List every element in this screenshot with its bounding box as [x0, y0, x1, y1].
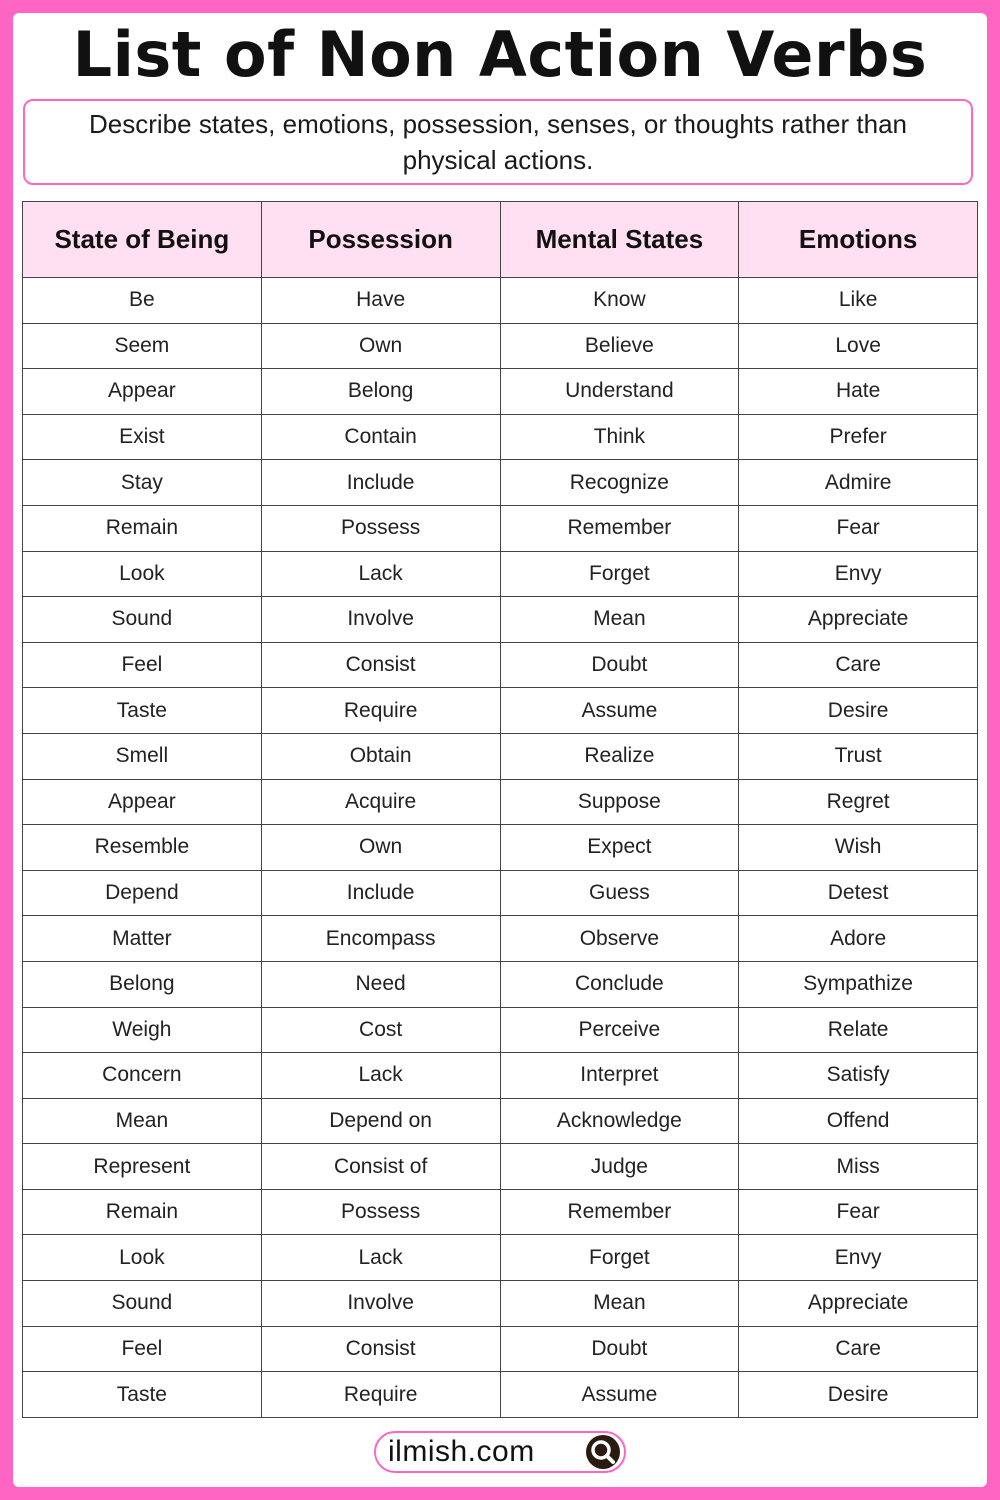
- table-row: [23, 1053, 978, 1099]
- cell-emotions: Relate: [739, 1007, 978, 1053]
- table-row: [23, 870, 978, 916]
- table-row: [23, 597, 978, 643]
- table-row: [23, 733, 978, 779]
- cell-possession: Own: [261, 323, 500, 369]
- table-row: [23, 414, 978, 460]
- cell-mental-states: Acknowledge: [500, 1098, 739, 1144]
- cell-emotions: Desire: [739, 688, 978, 734]
- cell-possession: Possess: [261, 1189, 500, 1235]
- cell-state-of-being: Stay: [23, 460, 262, 506]
- subtitle-box: [23, 99, 973, 185]
- cell-emotions: Love: [739, 323, 978, 369]
- cell-possession: Acquire: [261, 779, 500, 825]
- cell-state-of-being: Weigh: [23, 1007, 262, 1053]
- table-body: [23, 278, 978, 1418]
- cell-emotions: Envy: [739, 551, 978, 597]
- cell-state-of-being: Exist: [23, 414, 262, 460]
- cell-state-of-being: Depend: [23, 870, 262, 916]
- cell-mental-states: Doubt: [500, 642, 739, 688]
- table-row: [23, 1281, 978, 1327]
- cell-state-of-being: Remain: [23, 505, 262, 551]
- cell-state-of-being: Feel: [23, 642, 262, 688]
- cell-possession: Involve: [261, 597, 500, 643]
- table-row: [23, 323, 978, 369]
- verbs-table: [22, 201, 978, 1418]
- page-title: List of Non Action Verbs: [72, 18, 928, 91]
- cell-mental-states: Recognize: [500, 460, 739, 506]
- cell-mental-states: Doubt: [500, 1326, 739, 1372]
- cell-emotions: Offend: [739, 1098, 978, 1144]
- website-badge[interactable]: [374, 1431, 626, 1473]
- cell-mental-states: Understand: [500, 369, 739, 415]
- cell-mental-states: Remember: [500, 1189, 739, 1235]
- cell-mental-states: Think: [500, 414, 739, 460]
- cell-mental-states: Assume: [500, 688, 739, 734]
- table-row: [23, 1007, 978, 1053]
- header-possession: Possession: [261, 202, 500, 278]
- cell-mental-states: Forget: [500, 551, 739, 597]
- cell-possession: Depend on: [261, 1098, 500, 1144]
- cell-state-of-being: Mean: [23, 1098, 262, 1144]
- header-emotions: Emotions: [739, 202, 978, 278]
- cell-mental-states: Conclude: [500, 961, 739, 1007]
- cell-state-of-being: Matter: [23, 916, 262, 962]
- table-row: [23, 779, 978, 825]
- cell-emotions: Prefer: [739, 414, 978, 460]
- cell-emotions: Fear: [739, 1189, 978, 1235]
- cell-emotions: Envy: [739, 1235, 978, 1281]
- table-row: [23, 642, 978, 688]
- cell-possession: Lack: [261, 1235, 500, 1281]
- cell-mental-states: Judge: [500, 1144, 739, 1190]
- header-mental-states: Mental States: [500, 202, 739, 278]
- table-row: [23, 369, 978, 415]
- cell-possession: Involve: [261, 1281, 500, 1327]
- cell-state-of-being: Belong: [23, 961, 262, 1007]
- table-row: [23, 505, 978, 551]
- cell-state-of-being: Taste: [23, 1372, 262, 1418]
- table-header-row: [23, 202, 978, 278]
- cell-emotions: Appreciate: [739, 1281, 978, 1327]
- table-row: [23, 1189, 978, 1235]
- cell-mental-states: Perceive: [500, 1007, 739, 1053]
- header-state-of-being: State of Being: [23, 202, 262, 278]
- cell-state-of-being: Sound: [23, 1281, 262, 1327]
- website-label: ilmish.com: [388, 1435, 535, 1468]
- cell-emotions: Regret: [739, 779, 978, 825]
- table-row: [23, 688, 978, 734]
- cell-mental-states: Know: [500, 278, 739, 324]
- search-icon: [586, 1435, 620, 1469]
- cell-emotions: Trust: [739, 733, 978, 779]
- cell-emotions: Adore: [739, 916, 978, 962]
- table-row: [23, 825, 978, 871]
- cell-state-of-being: Feel: [23, 1326, 262, 1372]
- table-row: [23, 460, 978, 506]
- cell-possession: Own: [261, 825, 500, 871]
- cell-emotions: Miss: [739, 1144, 978, 1190]
- cell-possession: Consist of: [261, 1144, 500, 1190]
- cell-emotions: Hate: [739, 369, 978, 415]
- cell-state-of-being: Remain: [23, 1189, 262, 1235]
- cell-emotions: Detest: [739, 870, 978, 916]
- cell-possession: Consist: [261, 642, 500, 688]
- cell-mental-states: Believe: [500, 323, 739, 369]
- cell-mental-states: Realize: [500, 733, 739, 779]
- cell-possession: Belong: [261, 369, 500, 415]
- cell-possession: Possess: [261, 505, 500, 551]
- table-row: [23, 1235, 978, 1281]
- table-row: [23, 551, 978, 597]
- cell-state-of-being: Resemble: [23, 825, 262, 871]
- cell-state-of-being: Seem: [23, 323, 262, 369]
- cell-mental-states: Assume: [500, 1372, 739, 1418]
- cell-state-of-being: Taste: [23, 688, 262, 734]
- cell-state-of-being: Look: [23, 1235, 262, 1281]
- cell-emotions: Fear: [739, 505, 978, 551]
- cell-possession: Lack: [261, 551, 500, 597]
- cell-mental-states: Observe: [500, 916, 739, 962]
- cell-possession: Include: [261, 870, 500, 916]
- cell-emotions: Like: [739, 278, 978, 324]
- cell-possession: Require: [261, 1372, 500, 1418]
- cell-possession: Lack: [261, 1053, 500, 1099]
- table-row: [23, 1144, 978, 1190]
- cell-possession: Encompass: [261, 916, 500, 962]
- cell-state-of-being: Sound: [23, 597, 262, 643]
- cell-emotions: Wish: [739, 825, 978, 871]
- cell-emotions: Care: [739, 642, 978, 688]
- cell-mental-states: Suppose: [500, 779, 739, 825]
- cell-possession: Have: [261, 278, 500, 324]
- cell-state-of-being: Appear: [23, 369, 262, 415]
- cell-emotions: Appreciate: [739, 597, 978, 643]
- cell-state-of-being: Be: [23, 278, 262, 324]
- cell-emotions: Admire: [739, 460, 978, 506]
- cell-possession: Obtain: [261, 733, 500, 779]
- cell-possession: Contain: [261, 414, 500, 460]
- cell-emotions: Sympathize: [739, 961, 978, 1007]
- table-row: [23, 916, 978, 962]
- cell-possession: Cost: [261, 1007, 500, 1053]
- table-row: [23, 1372, 978, 1418]
- table-row: [23, 1098, 978, 1144]
- cell-state-of-being: Look: [23, 551, 262, 597]
- table-row: [23, 1326, 978, 1372]
- cell-mental-states: Mean: [500, 1281, 739, 1327]
- cell-emotions: Satisfy: [739, 1053, 978, 1099]
- table-row: [23, 278, 978, 324]
- cell-mental-states: Interpret: [500, 1053, 739, 1099]
- cell-possession: Require: [261, 688, 500, 734]
- cell-mental-states: Expect: [500, 825, 739, 871]
- cell-state-of-being: Concern: [23, 1053, 262, 1099]
- subtitle-text: Describe states, emotions, possession, senses, or thoughts rather than physical actions.: [89, 109, 907, 175]
- cell-mental-states: Mean: [500, 597, 739, 643]
- cell-mental-states: Guess: [500, 870, 739, 916]
- cell-state-of-being: Represent: [23, 1144, 262, 1190]
- cell-possession: Consist: [261, 1326, 500, 1372]
- cell-mental-states: Forget: [500, 1235, 739, 1281]
- cell-state-of-being: Appear: [23, 779, 262, 825]
- table-row: [23, 961, 978, 1007]
- cell-possession: Include: [261, 460, 500, 506]
- cell-mental-states: Remember: [500, 505, 739, 551]
- cell-emotions: Care: [739, 1326, 978, 1372]
- cell-state-of-being: Smell: [23, 733, 262, 779]
- cell-emotions: Desire: [739, 1372, 978, 1418]
- cell-possession: Need: [261, 961, 500, 1007]
